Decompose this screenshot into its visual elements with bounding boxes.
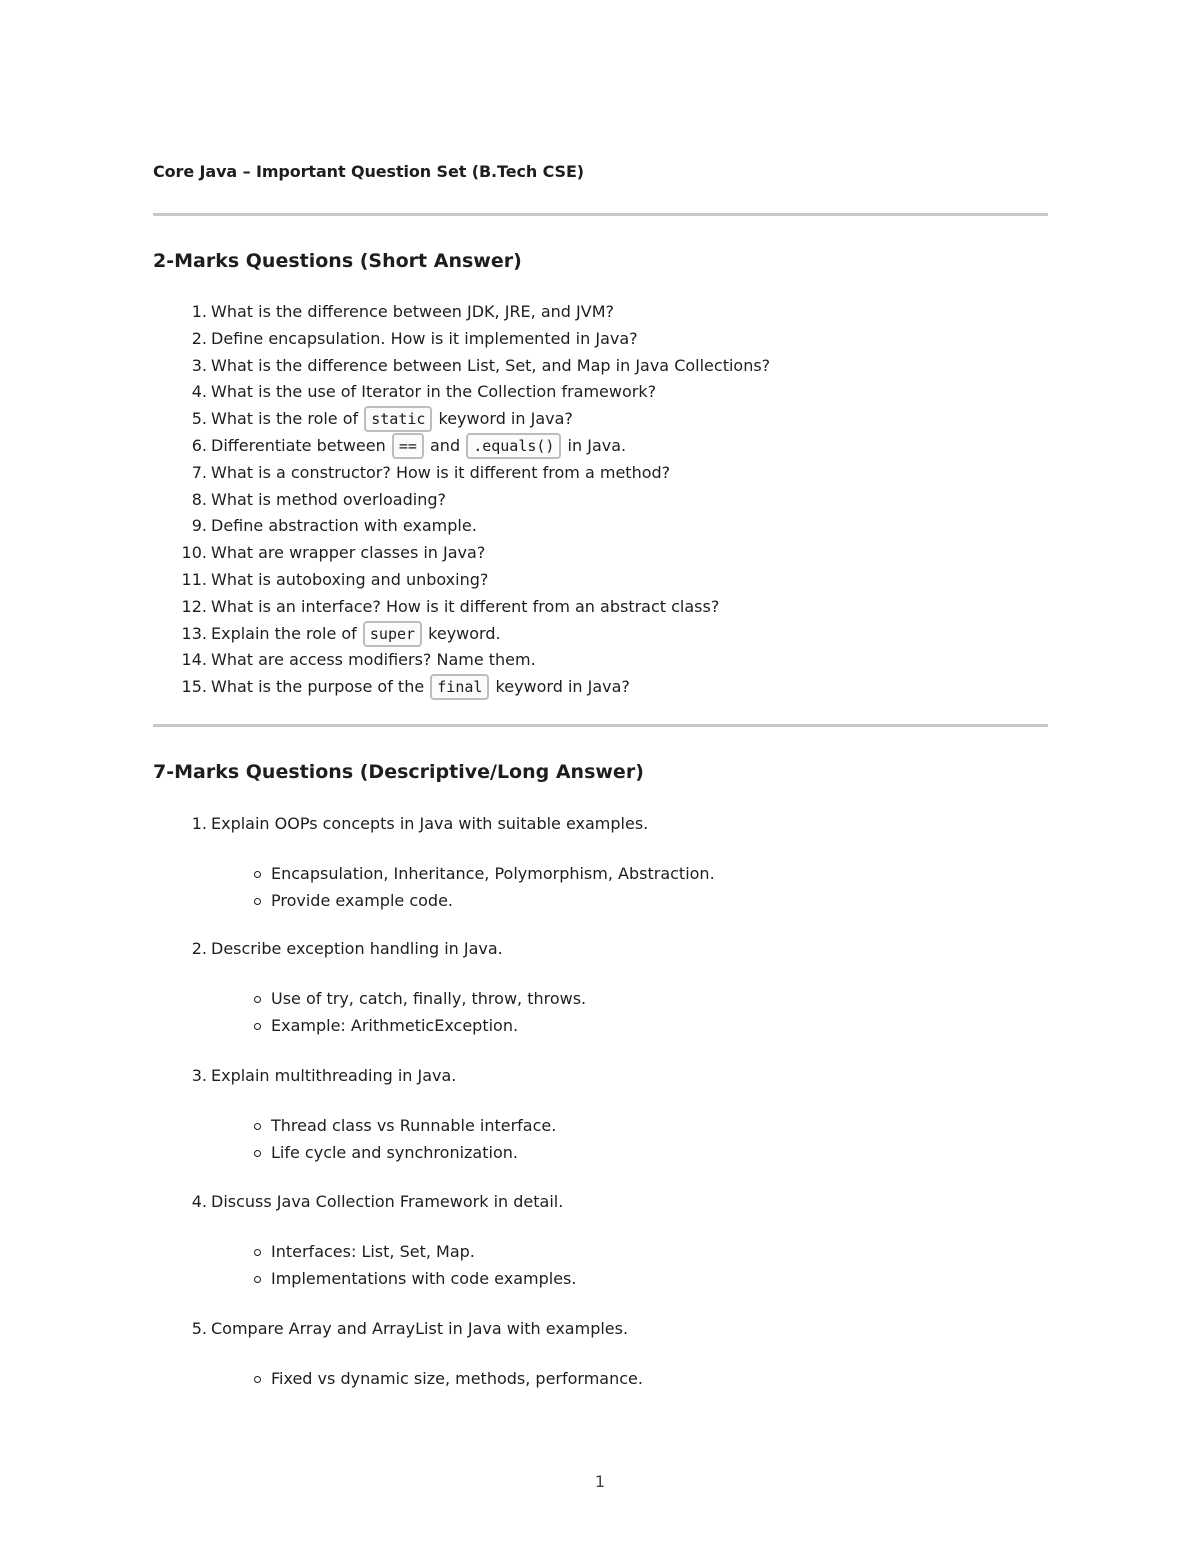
- list-item: [153, 1189, 1048, 1288]
- sub-point-list: [153, 1113, 1048, 1166]
- item-number: 9.: [191, 516, 207, 536]
- item-number: 8.: [191, 489, 207, 509]
- circle-bullet-icon: [254, 871, 261, 878]
- list-item: [153, 811, 1048, 910]
- item-number: 3.: [191, 355, 207, 375]
- circle-bullet-icon: [254, 1123, 261, 1130]
- list-item: [153, 353, 1048, 380]
- item-number: 2.: [191, 939, 207, 958]
- sub-point: Encapsulation, Inheritance, Polymorphism, Abstraction.: [153, 861, 1048, 888]
- sub-point: Example: ArithmeticException.: [153, 1013, 1048, 1040]
- list-item: [153, 433, 1048, 460]
- inline-code: .equals(): [466, 433, 561, 459]
- item-number: 2.: [191, 328, 207, 348]
- sub-point: Thread class vs Runnable interface.: [153, 1113, 1048, 1140]
- page-number: 1: [594, 1472, 606, 1491]
- item-number: 3.: [191, 1066, 207, 1085]
- circle-bullet-icon: [254, 1150, 261, 1157]
- question-text: Explain OOPs concepts in Java with suitable examples.: [211, 814, 649, 833]
- list-item: [153, 1063, 1048, 1162]
- question-text: What is the purpose of the final keyword in Java?: [211, 674, 630, 701]
- horizontal-divider: [153, 213, 1048, 216]
- item-number: 6.: [191, 435, 207, 455]
- list-item: [153, 674, 1048, 701]
- question-text: Differentiate between == and .equals() in Java.: [211, 433, 626, 460]
- question-text: What is the use of Iterator in the Collection framework?: [211, 382, 657, 402]
- list-item: [153, 540, 1048, 567]
- section-heading-long: 7-Marks Questions (Descriptive/Long Answer): [153, 761, 644, 783]
- list-item: [153, 513, 1048, 540]
- list-item: [153, 460, 1048, 487]
- question-text: What are wrapper classes in Java?: [211, 543, 486, 563]
- horizontal-divider: [153, 724, 1048, 727]
- sub-point-list: [153, 861, 1048, 914]
- sub-point: Use of try, catch, finally, throw, throws.: [153, 986, 1048, 1013]
- list-item: [153, 326, 1048, 353]
- question-text: What is the difference between List, Set, and Map in Java Collections?: [211, 355, 771, 375]
- circle-bullet-icon: [254, 996, 261, 1003]
- question-text: Define encapsulation. How is it implemented in Java?: [211, 328, 638, 348]
- inline-code: ==: [392, 433, 424, 459]
- circle-bullet-icon: [254, 1249, 261, 1256]
- question-text: What is a constructor? How is it different from a method?: [211, 462, 671, 482]
- document-title: Core Java – Important Question Set (B.Tech CSE): [153, 162, 585, 181]
- item-number: 12.: [181, 596, 207, 616]
- list-item: [153, 594, 1048, 621]
- question-text: What is method overloading?: [211, 489, 446, 509]
- question-text: Describe exception handling in Java.: [211, 939, 503, 958]
- item-number: 1.: [191, 302, 207, 321]
- item-number: 10.: [181, 543, 207, 563]
- list-item: [153, 647, 1048, 674]
- question-text: What are access modifiers? Name them.: [211, 650, 536, 670]
- list-item: [153, 487, 1048, 514]
- circle-bullet-icon: [254, 898, 261, 905]
- question-text: Explain multithreading in Java.: [211, 1066, 457, 1085]
- list-item: [153, 621, 1048, 648]
- section-heading-short: 2-Marks Questions (Short Answer): [153, 250, 522, 272]
- circle-bullet-icon: [254, 1023, 261, 1030]
- item-number: 4.: [191, 1192, 207, 1211]
- list-item: [153, 567, 1048, 594]
- sub-point-list: [153, 1239, 1048, 1292]
- item-number: 5.: [191, 409, 207, 429]
- circle-bullet-icon: [254, 1276, 261, 1283]
- question-text: Explain the role of super keyword.: [211, 621, 501, 648]
- item-number: 14.: [181, 650, 207, 670]
- question-text: Define abstraction with example.: [211, 516, 477, 536]
- list-item: [153, 936, 1048, 1035]
- sub-point-list: [153, 1366, 1048, 1393]
- list-item: [153, 406, 1048, 433]
- item-number: 1.: [191, 814, 207, 833]
- item-number: 15.: [181, 677, 207, 697]
- inline-code: super: [363, 621, 422, 647]
- sub-point: Fixed vs dynamic size, methods, performance.: [153, 1366, 1048, 1393]
- item-number: 4.: [191, 382, 207, 402]
- list-item: [153, 379, 1048, 406]
- sub-point: Life cycle and synchronization.: [153, 1140, 1048, 1167]
- sub-point: Interfaces: List, Set, Map.: [153, 1239, 1048, 1266]
- question-text: Discuss Java Collection Framework in detail.: [211, 1192, 564, 1211]
- item-number: 7.: [191, 462, 207, 482]
- circle-bullet-icon: [254, 1376, 261, 1383]
- item-number: 13.: [181, 623, 207, 643]
- short-question-list: [153, 299, 1048, 701]
- question-text: Compare Array and ArrayList in Java with examples.: [211, 1319, 629, 1338]
- list-item: [153, 299, 1048, 326]
- item-number: 5.: [191, 1319, 207, 1338]
- question-text: What is an interface? How is it different from an abstract class?: [211, 596, 720, 616]
- inline-code: static: [364, 406, 432, 432]
- sub-point-list: [153, 986, 1048, 1039]
- question-text: What is the difference between JDK, JRE, and JVM?: [211, 302, 614, 321]
- question-text: What is the role of static keyword in Java?: [211, 406, 573, 433]
- sub-point: Implementations with code examples.: [153, 1266, 1048, 1293]
- question-text: What is autoboxing and unboxing?: [211, 569, 489, 589]
- list-item: [153, 1316, 1048, 1388]
- inline-code: final: [430, 674, 489, 700]
- item-number: 11.: [181, 569, 207, 589]
- sub-point: Provide example code.: [153, 888, 1048, 915]
